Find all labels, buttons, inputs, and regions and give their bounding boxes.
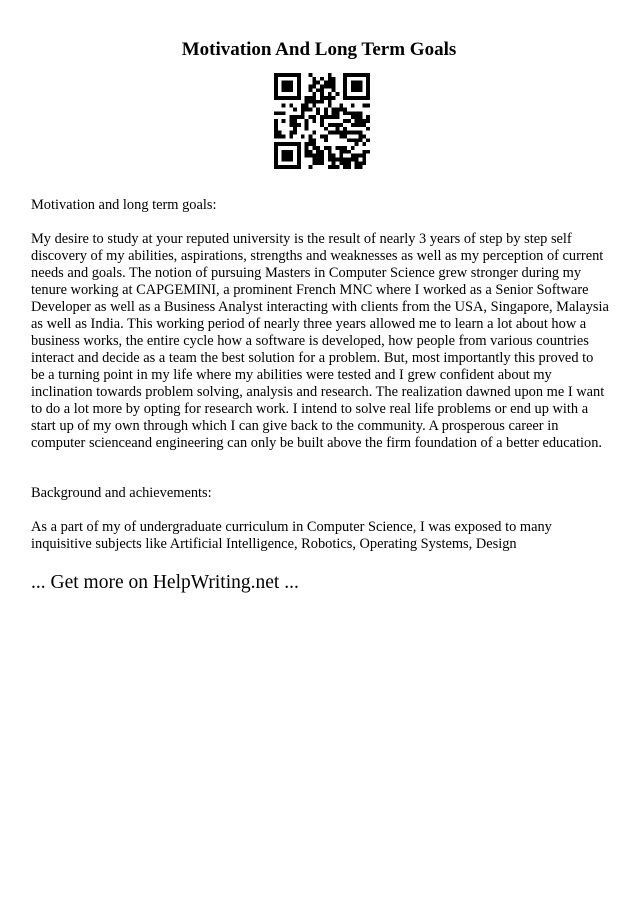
- get-more-link[interactable]: ... Get more on HelpWriting.net ...: [31, 572, 299, 593]
- section-heading-motivation: Motivation and long term goals:: [31, 197, 217, 213]
- section-heading-background: Background and achievements:: [31, 485, 212, 501]
- body-paragraph: My desire to study at your reputed university is the result of nearly 3 years of step by step self discovery of my abilities, aspirations, strengths and weaknesses as well as my perception of current needs and goals. The notion of pursuing Masters in Computer Science grew stronger during my tenure working at CAPGEMINI, a prominent French MNC where I worked as a Senior Software Developer as well as a Business Analyst interacting with clients from the USA, Singapore, Malaysia as well as India. This working period of nearly three years allowed me to learn a lot about how a business works, the entire cycle how a software is developed, how people from various countries interact and decide as a team the best solution for a problem. But, most importantly this proved to be a turning point in my life where my abilities were tested and I grew confident about my inclination towards problem solving, analysis and research. The realization dawned upon me I want to do a lot more by opting for research work. I intend to solve real life problems or end up with a start up of my own through which I can give back to the community. A prosperous career in computer scienceand engineering can only be built above the firm foundation of a better education.: [31, 231, 609, 451]
- qr-code-icon: [274, 73, 370, 169]
- page-title: Motivation And Long Term Goals: [181, 39, 457, 60]
- body-paragraph: As a part of my of undergraduate curriculum in Computer Science, I was exposed to many inquisitive subjects like Artificial Intelligence, Robotics, Operating Systems, Design: [31, 519, 552, 552]
